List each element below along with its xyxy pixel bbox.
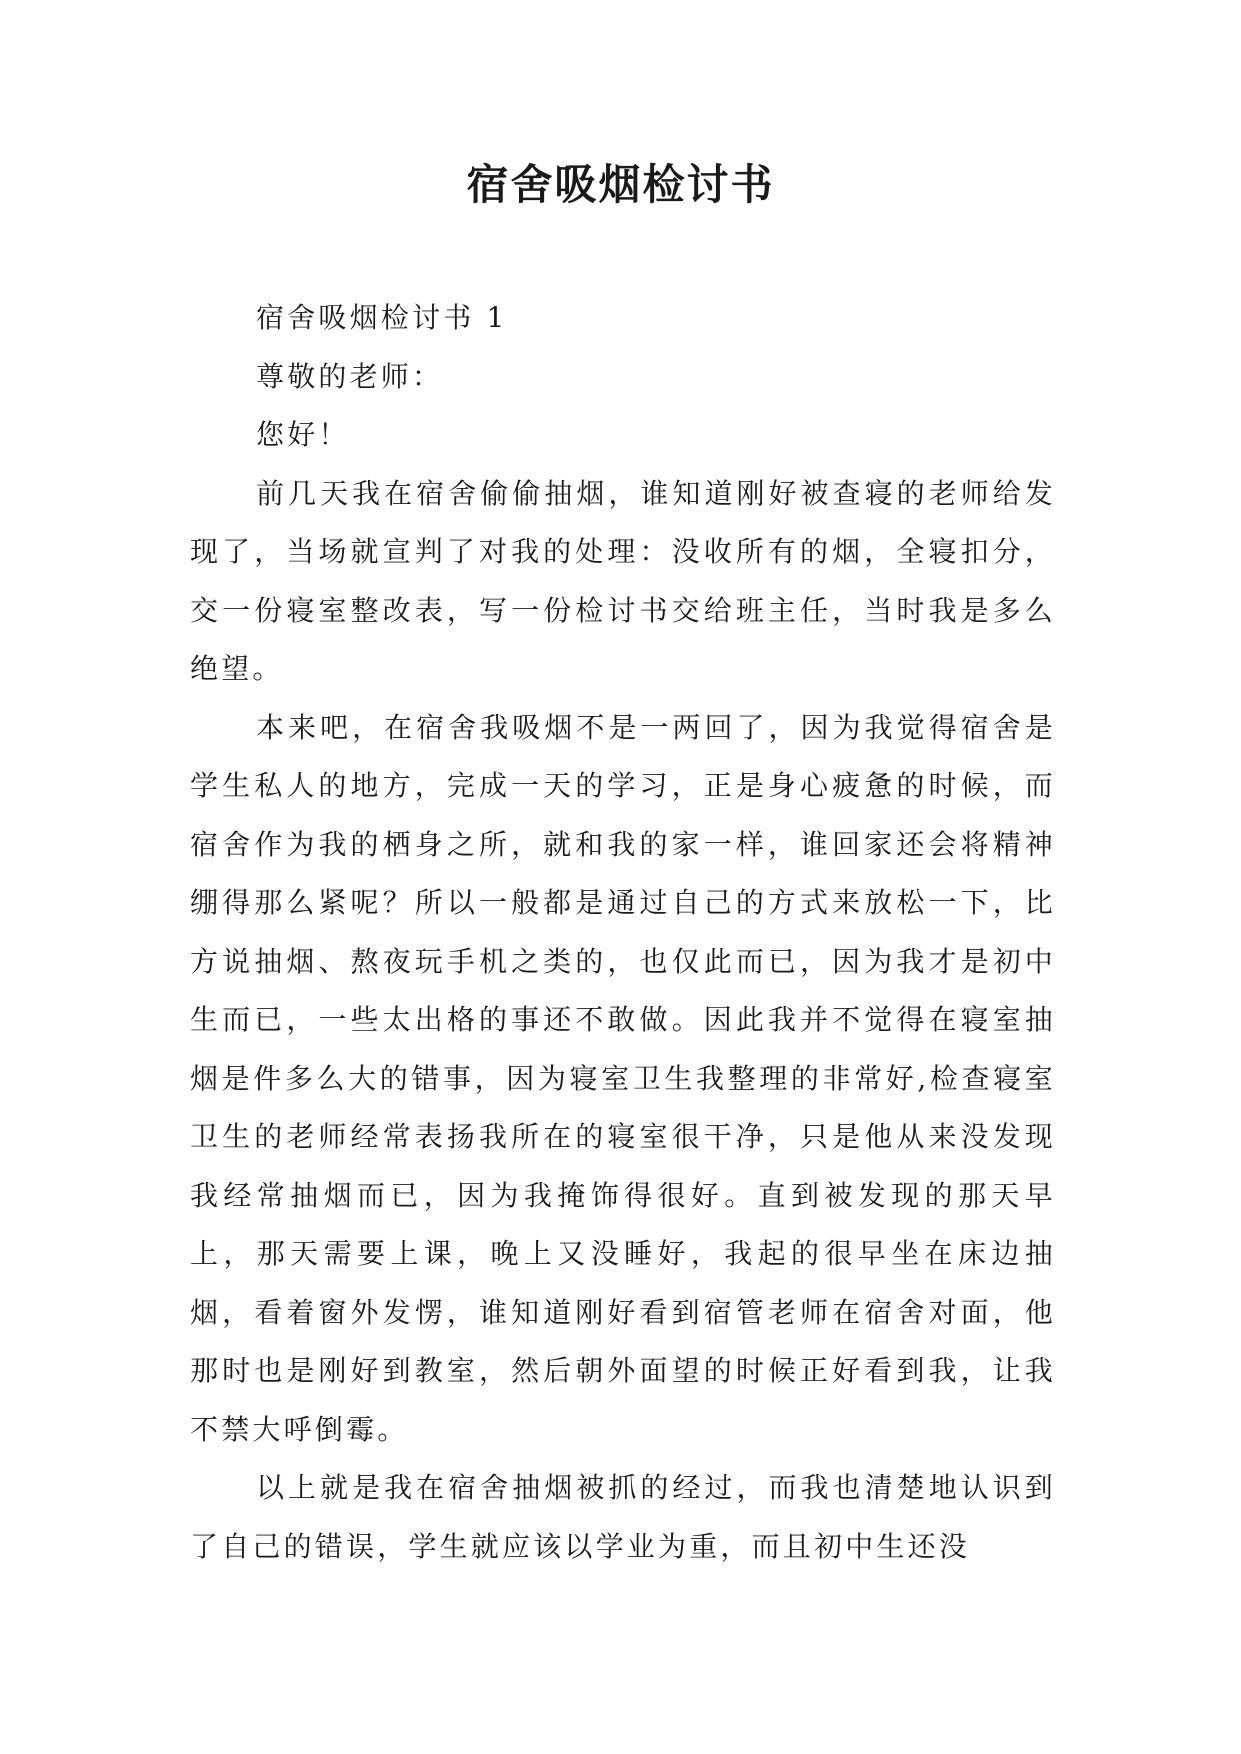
section-heading: 宿舍吸烟检讨书 1: [256, 301, 508, 334]
body-paragraph: 前几天我在宿舍偷偷抽烟，谁知道刚好被查寝的老师给发现了，当场就宣判了对我的处理：没收所有的烟，全寝扣分，交一份寝室整改表，写一份检讨书交给班主任，当时我是多么绝望。: [190, 476, 1056, 685]
greeting: 您好！: [256, 418, 350, 451]
document-title: 宿舍吸烟检讨书: [466, 160, 775, 209]
body-paragraph: 以上就是我在宿舍抽烟被抓的经过，而我也清楚地认识到了自己的错误，学生就应该以学业为重，而且初中生还没: [190, 1471, 1056, 1563]
document-body: [190, 289, 1056, 1576]
salutation: 尊敬的老师：: [256, 359, 444, 393]
body-paragraph: 本来吧，在宿舍我吸烟不是一两回了，因为我觉得宿舍是学生私人的地方，完成一天的学习，正是身心疲惫的时候，而宿舍作为我的栖身之所，就和我的家一样，谁回家还会将精神绷得那么紧呢？所以一般都是通过自己的方式来放松一下，比方说抽烟、熬夜玩手机之类的，也仅此而已，因为我才是初中生而已，一些太出格的事还不敢做。因此我并不觉得在寝室抽烟是件多么大的错事，因为寝室卫生我整理的非常好,检查寝室卫生的老师经常表扬我所在的寝室很干净，只是他从来没发现我经常抽烟而已，因为我掩饰得很好。直到被发现的那天早上，那天需要上课，晚上又没睡好，我起的很早坐在床边抽烟，看着窗外发愣，谁知道刚好看到宿管老师在宿舍对面，他那时也是刚好到教室，然后朝外面望的时候正好看到我，让我不禁大呼倒霉。: [190, 710, 1056, 1446]
